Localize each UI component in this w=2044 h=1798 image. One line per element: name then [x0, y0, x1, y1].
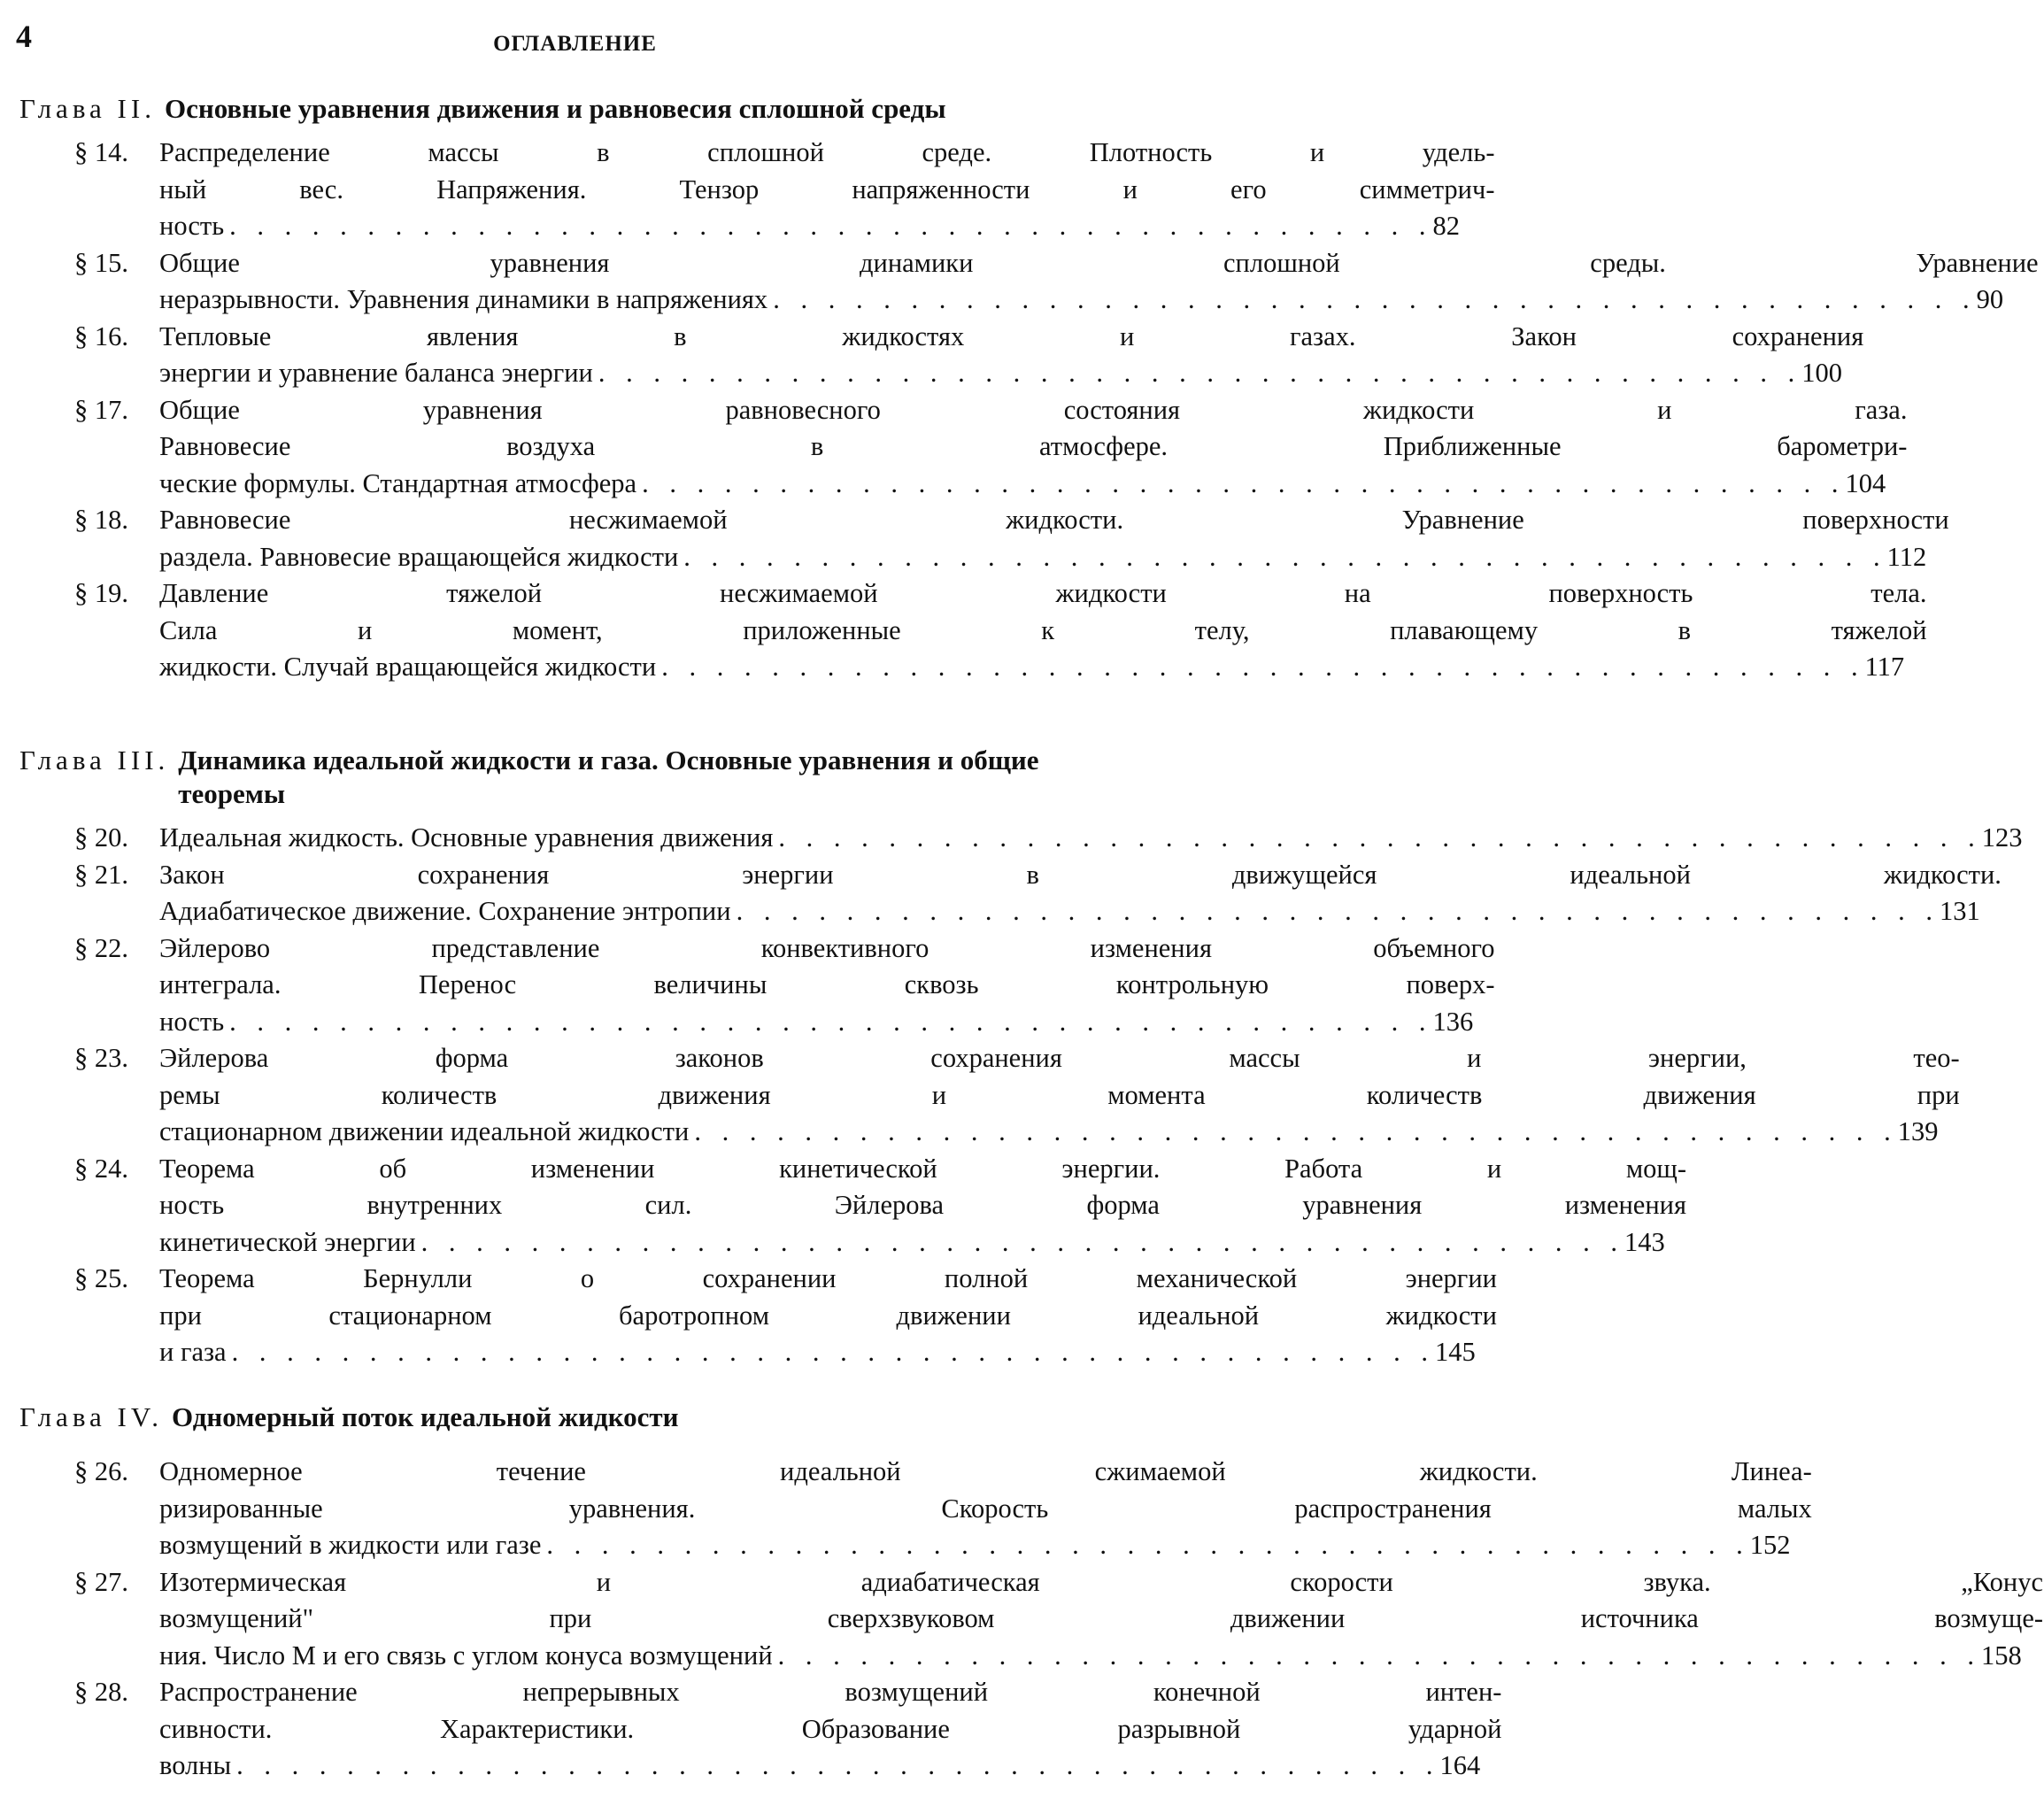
section-title-line: возмущений" при сверхзвуковом движении источника возмуще- — [159, 1603, 2044, 1633]
section-title — [159, 1151, 1686, 1262]
chapter-4 — [19, 1401, 2044, 1785]
dot-leader — [224, 1004, 1432, 1041]
section-title-text: ния. Число M и его связь с углом конуса возмущений — [159, 1640, 773, 1671]
section-title-line — [159, 1748, 1501, 1785]
dot-leader — [773, 820, 1981, 857]
section-title-text: Адиабатическое движение. Сохранение энтропии — [159, 896, 731, 926]
dot-leader — [224, 208, 1432, 245]
section-title-text: ность — [159, 211, 225, 241]
chapter-label: Глава II. — [19, 93, 156, 124]
section-title-line — [159, 820, 2044, 857]
dot-leader — [767, 282, 1976, 319]
section-title-line — [159, 1114, 1960, 1151]
toc-entry — [74, 820, 2023, 857]
page-ref: 100 — [1801, 358, 1842, 388]
dot-leader — [231, 1748, 1439, 1785]
section-title — [159, 135, 1494, 245]
section-title-line — [159, 208, 1494, 245]
section-title — [159, 1454, 1812, 1564]
section-title-line: Изотермическая и адиабатическая скорости звука. „Конус — [159, 1566, 2044, 1597]
section-title-line: Давление тяжелой несжимаемой жидкости на поверхность тела. — [159, 578, 1927, 608]
section-number: § 27. — [74, 1566, 128, 1597]
section-number: § 14. — [74, 137, 128, 167]
section-title-text: Идеальная жидкость. Основные уравнения движения — [159, 822, 774, 853]
page-ref: 112 — [1886, 541, 1927, 572]
page-ref: 131 — [1939, 896, 1980, 926]
section-number: § 21. — [74, 859, 128, 890]
dot-leader — [656, 649, 1864, 686]
section-title-line: ризированные уравнения. Скорость распространения малых — [159, 1493, 1812, 1524]
toc-entry — [74, 1564, 2044, 1675]
section-title-line: Тепловые явления в жидкостях и газах. Закон сохранения — [159, 320, 1864, 351]
chapter-heading — [19, 744, 1064, 811]
section-title-line — [159, 1224, 1686, 1262]
dot-leader — [773, 1638, 1981, 1675]
page-ref: 139 — [1897, 1116, 1939, 1146]
chapter-title: Основные уравнения движения и равновесия сплошной среды — [164, 93, 946, 124]
section-title-line — [159, 1527, 1812, 1564]
toc-entry — [74, 245, 2039, 319]
toc-entry — [74, 502, 1949, 575]
dot-leader — [227, 1334, 1435, 1371]
section-number: § 25. — [74, 1263, 128, 1293]
section-title-line: Распределение массы в сплошной среде. Плотность и удель- — [159, 137, 1495, 167]
section-title-line: ный вес. Напряжения. Тензор напряженности и его симметрич- — [159, 174, 1495, 204]
chapter-label: Глава III. — [19, 745, 170, 776]
section-list — [19, 820, 2023, 1371]
section-number: § 19. — [74, 578, 128, 608]
page-ref: 123 — [1981, 822, 2023, 853]
section-title-text: неразрывности. Уравнения динамики в напряжениях — [159, 284, 768, 314]
section-number: § 15. — [74, 247, 128, 278]
section-number: § 26. — [74, 1456, 128, 1486]
section-number: § 24. — [74, 1153, 128, 1184]
dot-leader — [731, 893, 1940, 930]
running-head: ОГЛАВЛЕНИЕ — [493, 32, 657, 56]
section-number: § 17. — [74, 394, 128, 425]
section-list — [19, 1454, 2044, 1785]
section-title-line — [159, 1334, 1497, 1371]
section-title-line: Теорема об изменении кинетической энергии. Работа и мощ- — [159, 1153, 1687, 1184]
page-ref: 136 — [1432, 1006, 1474, 1037]
section-title-line — [159, 1004, 1494, 1041]
chapter-heading — [19, 92, 1064, 126]
section-title-text: жидкости. Случай вращающейся жидкости — [159, 652, 657, 682]
section-title-line: Эйлерова форма законов сохранения массы и энергии, тео- — [159, 1043, 1960, 1073]
section-title — [159, 1564, 2043, 1675]
page-ref: 158 — [1981, 1640, 2022, 1671]
toc-entry — [74, 930, 1495, 1041]
page-ref: 145 — [1434, 1337, 1476, 1367]
page-ref: 82 — [1432, 211, 1460, 241]
page-ref: 164 — [1439, 1750, 1481, 1780]
section-title — [159, 1040, 1960, 1151]
section-title — [159, 575, 1927, 686]
section-title-line — [159, 282, 2039, 319]
toc-entry — [74, 857, 2002, 930]
page-ref: 90 — [1976, 284, 2004, 314]
section-title-line: интеграла. Перенос величины сквозь контрольную поверх- — [159, 969, 1495, 999]
toc-entry — [74, 392, 1908, 503]
section-title-line: Сила и момент, приложенные к телу, плавающему в тяжелой — [159, 614, 1927, 645]
section-title-line: Распространение непрерывных возмущений конечной интен- — [159, 1677, 1502, 1707]
page-number: 4 — [16, 19, 32, 54]
dot-leader — [593, 355, 1801, 392]
section-number: § 16. — [74, 320, 128, 351]
chapter-title: Динамика идеальной жидкости и газа. Основные уравнения и общие теоремы — [178, 745, 1039, 809]
toc-entry — [74, 319, 1864, 392]
section-title-text: раздела. Равновесие вращающейся жидкости — [159, 541, 679, 572]
section-title-text: и газа — [159, 1337, 227, 1367]
chapter-heading — [19, 1401, 1064, 1434]
dot-leader — [541, 1527, 1749, 1564]
section-title-line: Равновесие воздуха в атмосфере. Приближенные барометри- — [159, 431, 1908, 461]
dot-leader — [416, 1224, 1624, 1262]
section-title-text: возмущений в жидкости или газе — [159, 1530, 542, 1560]
section-title-line: Эйлерово представление конвективного изменения объемного — [159, 932, 1495, 963]
section-title-text: кинетической энергии — [159, 1226, 416, 1257]
page-ref: 104 — [1845, 467, 1886, 498]
toc-entry — [74, 575, 1927, 686]
toc-entry — [74, 1040, 1960, 1151]
page-ref: 152 — [1749, 1530, 1791, 1560]
section-title-line: Теорема Бернулли о сохранении полной механической энергии — [159, 1263, 1497, 1293]
section-title-line: Равновесие несжимаемой жидкости. Уравнение поверхности — [159, 505, 1949, 535]
section-title — [159, 245, 2039, 319]
toc-entry — [74, 1674, 1502, 1785]
section-title — [159, 392, 1907, 503]
section-list — [19, 135, 2039, 686]
page-ref: 117 — [1864, 652, 1905, 682]
section-title-line — [159, 355, 1863, 392]
section-title — [159, 1261, 1497, 1371]
section-title — [159, 502, 1949, 575]
section-title-line — [159, 1638, 2043, 1675]
section-number: § 28. — [74, 1677, 128, 1707]
toc-entry — [74, 1151, 1687, 1262]
section-number: § 22. — [74, 932, 128, 963]
page-ref: 143 — [1624, 1226, 1665, 1257]
section-number: § 20. — [74, 822, 128, 853]
chapter-3 — [19, 744, 2023, 1371]
toc-entry — [74, 135, 1495, 245]
section-title-line: Закон сохранения энергии в движущейся идеальной жидкости. — [159, 859, 2002, 890]
section-title — [159, 1674, 1501, 1785]
section-title-line: при стационарном баротропном движении идеальной жидкости — [159, 1300, 1497, 1331]
dot-leader — [636, 466, 1845, 503]
toc-entry — [74, 1261, 1497, 1371]
section-title-text: стационарном движении идеальной жидкости — [159, 1116, 690, 1146]
section-title-line: Общие уравнения динамики сплошной среды. Уравнение — [159, 247, 2039, 278]
section-title-text: волны — [159, 1750, 232, 1780]
section-number: § 18. — [74, 505, 128, 535]
section-title — [159, 319, 1863, 392]
section-title-line: сивности. Характеристики. Образование разрывной ударной — [159, 1713, 1502, 1744]
section-title-line — [159, 649, 1927, 686]
section-title — [159, 820, 2044, 857]
section-title-text: ческие формулы. Стандартная атмосфера — [159, 467, 637, 498]
section-title-text: энергии и уравнение баланса энергии — [159, 358, 593, 388]
section-title-line — [159, 466, 1907, 503]
section-title-line: Одномерное течение идеальной сжимаемой жидкости. Линеа- — [159, 1456, 1812, 1486]
dot-leader — [678, 539, 1886, 576]
section-title-line — [159, 893, 2002, 930]
section-title-line — [159, 539, 1949, 576]
section-title-text: ность — [159, 1006, 225, 1037]
chapter-title: Одномерный поток идеальной жидкости — [172, 1401, 679, 1432]
section-title-line: Общие уравнения равновесного состояния жидкости и газа. — [159, 394, 1908, 425]
section-title — [159, 857, 2002, 930]
toc-entry — [74, 1454, 1812, 1564]
chapter-label: Глава IV. — [19, 1401, 164, 1432]
section-title-line: ность внутренних сил. Эйлерова форма уравнения изменения — [159, 1190, 1687, 1220]
section-title-line: ремы количеств движения и момента количеств движения при — [159, 1079, 1960, 1110]
dot-leader — [689, 1114, 1897, 1151]
chapter-2 — [19, 92, 2039, 686]
section-number: § 23. — [74, 1043, 128, 1073]
section-title — [159, 930, 1494, 1041]
